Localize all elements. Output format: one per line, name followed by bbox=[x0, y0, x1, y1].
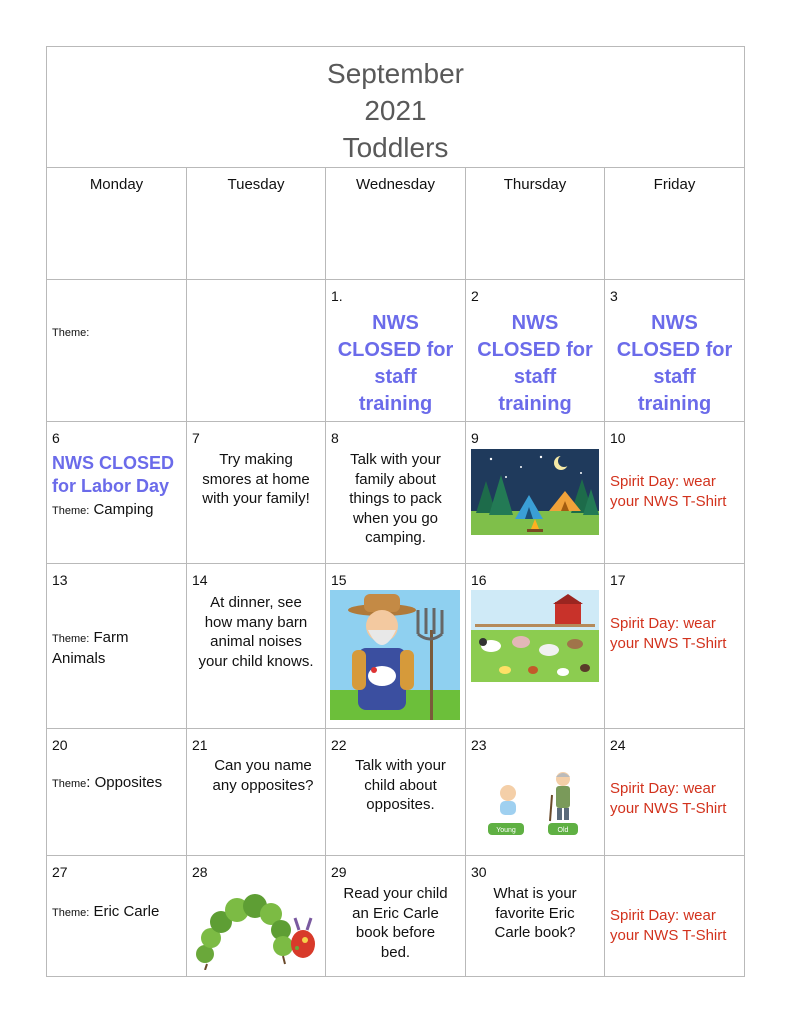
day-number: 6 bbox=[52, 430, 60, 446]
theme-opposites: Theme: Opposites bbox=[52, 774, 163, 791]
weekday-friday: Friday bbox=[605, 168, 745, 280]
farmer-image bbox=[330, 590, 460, 720]
day-cell-1 bbox=[326, 280, 466, 422]
day-cell-21 bbox=[187, 729, 326, 856]
activity-text: Talk with your child about opposites. bbox=[355, 757, 446, 813]
hungry-caterpillar-image bbox=[193, 882, 321, 970]
year-title: 2021 bbox=[364, 95, 427, 126]
day-cell-15 bbox=[326, 564, 466, 729]
calendar-table bbox=[46, 46, 745, 977]
day-number: 3 bbox=[610, 288, 618, 304]
day-cell-30 bbox=[466, 856, 605, 977]
day-cell-14 bbox=[187, 564, 326, 729]
day-number: 21 bbox=[192, 737, 208, 753]
day-number: 23 bbox=[471, 737, 487, 753]
labor-day-closed-notice: NWS CLOSED for Labor Day bbox=[52, 453, 175, 496]
day-number: 16 bbox=[471, 572, 487, 588]
weekday-tuesday: Tuesday bbox=[187, 168, 326, 280]
day-cell-22 bbox=[326, 729, 466, 856]
day-number: 28 bbox=[192, 864, 208, 880]
day-cell-week1-tue bbox=[187, 280, 326, 422]
theme-eric-carle: Theme: Eric Carle bbox=[52, 903, 160, 920]
day-number: 27 bbox=[52, 864, 68, 880]
weekday-thursday: Thursday bbox=[466, 168, 605, 280]
theme-farm-animals: Theme: Farm Animals bbox=[52, 629, 129, 667]
day-cell-8 bbox=[326, 422, 466, 564]
spirit-day-text: Spirit Day: wear your NWS T-Shirt bbox=[610, 780, 727, 817]
young-old-image bbox=[486, 767, 586, 839]
day-cell-2 bbox=[466, 280, 605, 422]
closed-notice: NWS CLOSED for staff training bbox=[337, 312, 454, 415]
day-cell-10 bbox=[605, 422, 745, 564]
theme-label: Theme: bbox=[52, 327, 90, 339]
activity-text: Read your child an Eric Carle book before bed. bbox=[343, 885, 448, 961]
day-cell-13 bbox=[47, 564, 187, 729]
day-number: 13 bbox=[52, 572, 68, 588]
day-cell-29 bbox=[326, 856, 466, 977]
weekday-monday: Monday bbox=[47, 168, 187, 280]
spirit-day-text: Spirit Day: wear your NWS T-Shirt bbox=[610, 907, 727, 944]
day-number: 1. bbox=[331, 288, 343, 304]
day-number: 22 bbox=[331, 737, 347, 753]
farm-animals-image bbox=[471, 590, 599, 682]
day-cell-7 bbox=[187, 422, 326, 564]
activity-text: Try making smores at home with your family! bbox=[202, 451, 310, 507]
camping-night-image bbox=[471, 449, 599, 535]
day-number: 9 bbox=[471, 430, 479, 446]
day-cell-week5-fri bbox=[605, 856, 745, 977]
group-title: Toddlers bbox=[342, 132, 449, 163]
day-number: 10 bbox=[610, 430, 626, 446]
activity-text: Can you name any opposites? bbox=[212, 757, 314, 794]
theme-camping: Theme: Camping bbox=[52, 501, 154, 518]
weekday-wednesday: Wednesday bbox=[326, 168, 466, 280]
day-number: 17 bbox=[610, 572, 626, 588]
spirit-day-text: Spirit Day: wear your NWS T-Shirt bbox=[610, 473, 727, 510]
day-cell-16 bbox=[466, 564, 605, 729]
activity-text: Talk with your family about things to pack when you go camping. bbox=[349, 451, 442, 546]
day-cell-17 bbox=[605, 564, 745, 729]
day-cell-23 bbox=[466, 729, 605, 856]
day-cell-28 bbox=[187, 856, 326, 977]
day-number: 7 bbox=[192, 430, 200, 446]
young-label: Young bbox=[496, 827, 516, 834]
closed-notice: NWS CLOSED for staff training bbox=[616, 312, 733, 415]
day-cell-9 bbox=[466, 422, 605, 564]
day-number: 2 bbox=[471, 288, 479, 304]
day-number: 29 bbox=[331, 864, 347, 880]
day-number: 24 bbox=[610, 737, 626, 753]
spirit-day-text: Spirit Day: wear your NWS T-Shirt bbox=[610, 615, 727, 652]
closed-notice: NWS CLOSED for staff training bbox=[477, 312, 593, 415]
day-cell-20 bbox=[47, 729, 187, 856]
activity-text: At dinner, see how many barn animal noises your child knows. bbox=[198, 594, 314, 670]
day-cell-3 bbox=[605, 280, 745, 422]
day-cell-6 bbox=[47, 422, 187, 564]
day-cell-27 bbox=[47, 856, 187, 977]
day-cell-week1-mon bbox=[47, 280, 187, 422]
day-number: 30 bbox=[471, 864, 487, 880]
old-label: Old bbox=[557, 827, 569, 834]
day-number: 20 bbox=[52, 737, 68, 753]
activity-text: What is your favorite Eric Carle book? bbox=[493, 885, 577, 941]
month-title: September bbox=[327, 58, 464, 89]
calendar-title-cell bbox=[47, 47, 745, 168]
day-number: 8 bbox=[331, 430, 339, 446]
day-cell-24 bbox=[605, 729, 745, 856]
day-number: 14 bbox=[192, 572, 208, 588]
day-number: 15 bbox=[331, 572, 347, 588]
